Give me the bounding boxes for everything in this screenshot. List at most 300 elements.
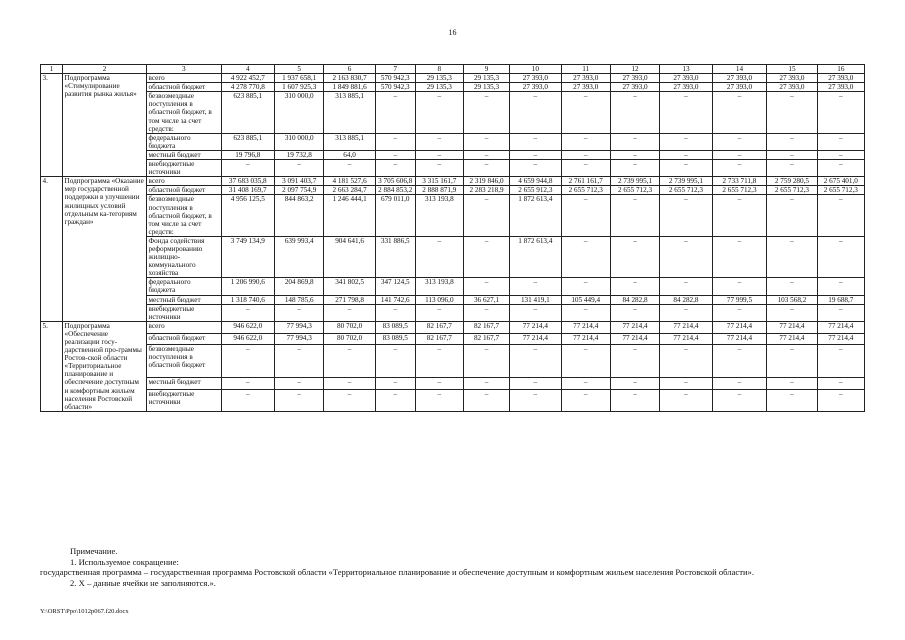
program-number: 3.: [41, 74, 63, 177]
value-cell: –: [561, 133, 610, 150]
value-cell: –: [375, 389, 415, 411]
budget-table: [40, 64, 865, 412]
funding-source: федерального бюджета: [147, 133, 222, 150]
value-cell: 77 994,3: [275, 333, 324, 345]
value-cell: –: [415, 304, 463, 321]
column-number: 1: [41, 65, 63, 74]
value-cell: 19 732,8: [275, 150, 324, 159]
value-cell: 77 214,4: [610, 333, 659, 345]
value-cell: 83 089,5: [375, 333, 415, 345]
column-number: 6: [324, 65, 375, 74]
column-number: 10: [510, 65, 561, 74]
column-number: 3: [147, 65, 222, 74]
funding-source: областной бюджет: [147, 333, 222, 345]
value-cell: 31 408 169,7: [221, 186, 275, 195]
value-cell: 82 167,7: [415, 333, 463, 345]
value-cell: 27 393,0: [610, 83, 659, 92]
table-row: [41, 333, 865, 345]
value-cell: –: [324, 377, 375, 389]
value-cell: –: [817, 133, 864, 150]
value-cell: –: [712, 278, 767, 295]
value-cell: 623 885,1: [221, 133, 275, 150]
value-cell: –: [510, 345, 561, 378]
value-cell: 2 655 712,3: [660, 186, 712, 195]
value-cell: 77 999,5: [712, 295, 767, 304]
value-cell: –: [660, 345, 712, 378]
value-cell: –: [610, 377, 659, 389]
notes-title: Примечание.: [70, 546, 118, 556]
value-cell: 27 393,0: [510, 74, 561, 83]
table-row: [41, 195, 865, 236]
funding-source: федерального бюджета: [147, 278, 222, 295]
table-row: [41, 304, 865, 321]
column-number: 12: [610, 65, 659, 74]
value-cell: –: [610, 278, 659, 295]
value-cell: –: [660, 236, 712, 277]
value-cell: –: [561, 92, 610, 133]
value-cell: –: [415, 389, 463, 411]
table-row: [41, 74, 865, 83]
value-cell: 1 318 740,6: [221, 295, 275, 304]
notes-abbreviation: государственная программа – государственная программа Ростовской области «Территориальное планирование и обеспечение доступным и комфортным жильем населения Ростовской области».: [40, 567, 754, 578]
value-cell: –: [660, 160, 712, 177]
value-cell: –: [415, 160, 463, 177]
column-number: 8: [415, 65, 463, 74]
value-cell: 313 193,8: [415, 195, 463, 236]
value-cell: 103 568,2: [767, 295, 817, 304]
funding-source: местный бюджет: [147, 150, 222, 159]
value-cell: 64,0: [324, 150, 375, 159]
value-cell: –: [817, 195, 864, 236]
value-cell: 341 802,5: [324, 278, 375, 295]
value-cell: –: [463, 278, 509, 295]
value-cell: 639 993,4: [275, 236, 324, 277]
value-cell: –: [375, 345, 415, 378]
value-cell: 2 163 830,7: [324, 74, 375, 83]
value-cell: –: [375, 304, 415, 321]
value-cell: 27 393,0: [561, 74, 610, 83]
value-cell: 131 419,1: [510, 295, 561, 304]
column-number: 13: [660, 65, 712, 74]
column-number: 15: [767, 65, 817, 74]
value-cell: –: [324, 389, 375, 411]
value-cell: –: [660, 150, 712, 159]
value-cell: –: [221, 160, 275, 177]
value-cell: 1 872 613,4: [510, 236, 561, 277]
column-number: 16: [817, 65, 864, 74]
value-cell: 77 994,3: [275, 321, 324, 333]
value-cell: 27 393,0: [561, 83, 610, 92]
value-cell: –: [221, 345, 275, 378]
value-cell: –: [712, 345, 767, 378]
value-cell: 105 449,4: [561, 295, 610, 304]
value-cell: 29 135,3: [415, 74, 463, 83]
value-cell: –: [510, 304, 561, 321]
value-cell: 77 214,4: [561, 333, 610, 345]
value-cell: 570 942,3: [375, 74, 415, 83]
value-cell: 1 607 925,3: [275, 83, 324, 92]
value-cell: 82 167,7: [415, 321, 463, 333]
value-cell: –: [561, 160, 610, 177]
column-number: 4: [221, 65, 275, 74]
value-cell: –: [510, 377, 561, 389]
table-row: [41, 278, 865, 295]
value-cell: 77 214,4: [660, 333, 712, 345]
value-cell: –: [712, 160, 767, 177]
funding-source: областной бюджет: [147, 83, 222, 92]
funding-source: областной бюджет: [147, 186, 222, 195]
table-row: [41, 345, 865, 378]
table-row: [41, 92, 865, 133]
funding-source: Фонда содействия реформированию жилищно-коммунального хозяйства: [147, 236, 222, 277]
value-cell: –: [610, 150, 659, 159]
value-cell: –: [510, 389, 561, 411]
value-cell: 2 319 846,0: [463, 177, 509, 186]
value-cell: –: [221, 377, 275, 389]
value-cell: 310 000,0: [275, 133, 324, 150]
value-cell: –: [275, 389, 324, 411]
funding-source: внебюджетные источники: [147, 160, 222, 177]
value-cell: 77 214,4: [610, 321, 659, 333]
value-cell: 27 393,0: [767, 83, 817, 92]
value-cell: 27 393,0: [510, 83, 561, 92]
value-cell: 1 937 658,1: [275, 74, 324, 83]
value-cell: –: [660, 92, 712, 133]
value-cell: 2 888 871,9: [415, 186, 463, 195]
value-cell: –: [712, 195, 767, 236]
value-cell: 2 759 280,5: [767, 177, 817, 186]
table-row: [41, 236, 865, 277]
value-cell: 904 641,6: [324, 236, 375, 277]
value-cell: 77 214,4: [510, 321, 561, 333]
funding-source: внебюджетные источники: [147, 304, 222, 321]
value-cell: 29 135,3: [463, 83, 509, 92]
value-cell: –: [415, 92, 463, 133]
value-cell: –: [817, 304, 864, 321]
value-cell: –: [275, 377, 324, 389]
value-cell: 83 089,5: [375, 321, 415, 333]
value-cell: –: [660, 278, 712, 295]
value-cell: 77 214,4: [767, 321, 817, 333]
value-cell: 27 393,0: [817, 74, 864, 83]
value-cell: 2 675 401,0: [817, 177, 864, 186]
value-cell: 80 702,0: [324, 321, 375, 333]
value-cell: –: [463, 389, 509, 411]
value-cell: 27 393,0: [817, 83, 864, 92]
value-cell: –: [712, 377, 767, 389]
value-cell: –: [221, 304, 275, 321]
value-cell: 1 246 444,1: [324, 195, 375, 236]
value-cell: 2 655 712,3: [767, 186, 817, 195]
value-cell: –: [463, 304, 509, 321]
value-cell: 2 655 712,3: [610, 186, 659, 195]
value-cell: 2 733 711,8: [712, 177, 767, 186]
table-row: [41, 377, 865, 389]
value-cell: –: [610, 389, 659, 411]
table-row: [41, 160, 865, 177]
value-cell: –: [375, 377, 415, 389]
value-cell: –: [415, 377, 463, 389]
value-cell: 2 739 995,1: [660, 177, 712, 186]
value-cell: 3 749 134,9: [221, 236, 275, 277]
value-cell: –: [767, 195, 817, 236]
value-cell: 679 011,0: [375, 195, 415, 236]
table-row: [41, 186, 865, 195]
value-cell: –: [463, 133, 509, 150]
value-cell: –: [275, 345, 324, 378]
value-cell: 77 214,4: [817, 333, 864, 345]
value-cell: 313 885,1: [324, 92, 375, 133]
value-cell: –: [463, 92, 509, 133]
value-cell: 1 849 881,6: [324, 83, 375, 92]
value-cell: –: [561, 304, 610, 321]
value-cell: 36 627,1: [463, 295, 509, 304]
value-cell: 19 796,8: [221, 150, 275, 159]
value-cell: 2 655 912,3: [510, 186, 561, 195]
value-cell: –: [561, 377, 610, 389]
value-cell: –: [610, 133, 659, 150]
column-number: 9: [463, 65, 509, 74]
value-cell: 331 886,5: [375, 236, 415, 277]
value-cell: –: [324, 345, 375, 378]
value-cell: 77 214,4: [767, 333, 817, 345]
value-cell: 4 659 944,8: [510, 177, 561, 186]
value-cell: –: [415, 150, 463, 159]
value-cell: –: [767, 345, 817, 378]
value-cell: 77 214,4: [817, 321, 864, 333]
program-number: 5.: [41, 321, 63, 411]
value-cell: –: [767, 92, 817, 133]
value-cell: 2 884 853,2: [375, 186, 415, 195]
value-cell: 84 282,8: [660, 295, 712, 304]
notes-item-1: 1. Используемое сокращение:: [70, 556, 179, 567]
value-cell: –: [712, 133, 767, 150]
value-cell: –: [375, 92, 415, 133]
value-cell: 27 393,0: [660, 74, 712, 83]
value-cell: –: [767, 389, 817, 411]
value-cell: –: [767, 150, 817, 159]
value-cell: 844 863,2: [275, 195, 324, 236]
value-cell: 2 283 218,9: [463, 186, 509, 195]
value-cell: 19 688,7: [817, 295, 864, 304]
value-cell: –: [767, 160, 817, 177]
value-cell: –: [817, 150, 864, 159]
table-row: [41, 389, 865, 411]
value-cell: 77 214,4: [510, 333, 561, 345]
value-cell: –: [817, 236, 864, 277]
value-cell: –: [415, 133, 463, 150]
value-cell: –: [561, 236, 610, 277]
value-cell: –: [610, 160, 659, 177]
value-cell: 2 655 712,3: [561, 186, 610, 195]
value-cell: 2 761 161,7: [561, 177, 610, 186]
program-name: Подпрограмма «Обеспечение реализации госу-дарственной про-граммы Ростов-ской области «Территориальное планирование и обеспечение доступным и комфортным жильем населения Ростовской области»: [63, 321, 147, 411]
value-cell: 4 181 527,6: [324, 177, 375, 186]
value-cell: –: [712, 236, 767, 277]
value-cell: 1 872 613,4: [510, 195, 561, 236]
value-cell: 623 885,1: [221, 92, 275, 133]
value-cell: 82 167,7: [463, 333, 509, 345]
value-cell: –: [817, 160, 864, 177]
value-cell: 313 193,8: [415, 278, 463, 295]
value-cell: –: [610, 236, 659, 277]
table-row: [41, 321, 865, 333]
value-cell: 946 622,0: [221, 321, 275, 333]
value-cell: –: [510, 150, 561, 159]
value-cell: 27 393,0: [610, 74, 659, 83]
value-cell: –: [712, 304, 767, 321]
value-cell: –: [463, 195, 509, 236]
value-cell: 4 922 452,7: [221, 74, 275, 83]
value-cell: –: [510, 278, 561, 295]
table-row: [41, 133, 865, 150]
value-cell: –: [510, 160, 561, 177]
value-cell: –: [817, 345, 864, 378]
value-cell: –: [415, 345, 463, 378]
table-row: [41, 150, 865, 159]
header-row: [41, 65, 865, 74]
value-cell: –: [660, 195, 712, 236]
value-cell: –: [510, 133, 561, 150]
value-cell: –: [275, 304, 324, 321]
value-cell: 113 096,0: [415, 295, 463, 304]
column-number: 5: [275, 65, 324, 74]
table-row: [41, 295, 865, 304]
value-cell: 77 214,4: [712, 333, 767, 345]
value-cell: 148 785,6: [275, 295, 324, 304]
value-cell: 4 956 125,5: [221, 195, 275, 236]
notes-item-2: 2. Х – данные ячейки не заполняются.».: [70, 577, 216, 588]
value-cell: –: [712, 389, 767, 411]
value-cell: –: [817, 278, 864, 295]
value-cell: –: [610, 195, 659, 236]
column-number: 7: [375, 65, 415, 74]
value-cell: –: [561, 150, 610, 159]
value-cell: 310 000,0: [275, 92, 324, 133]
value-cell: –: [275, 160, 324, 177]
page-number: 16: [448, 28, 457, 37]
notes: [40, 546, 865, 588]
program-name: Подпрограмма «Стимулирование развития рынка жилья»: [63, 74, 147, 177]
value-cell: –: [610, 304, 659, 321]
value-cell: –: [610, 92, 659, 133]
value-cell: 3 091 403,7: [275, 177, 324, 186]
value-cell: 4 278 770,8: [221, 83, 275, 92]
value-cell: –: [767, 278, 817, 295]
value-cell: 29 135,3: [463, 74, 509, 83]
value-cell: 3 315 161,7: [415, 177, 463, 186]
value-cell: –: [375, 160, 415, 177]
value-cell: –: [660, 304, 712, 321]
value-cell: 37 683 035,8: [221, 177, 275, 186]
funding-source: безвозмездные поступления в областной бюджет, в том числе за счет средств:: [147, 195, 222, 236]
value-cell: 77 214,4: [660, 321, 712, 333]
value-cell: –: [712, 150, 767, 159]
value-cell: –: [561, 195, 610, 236]
value-cell: 2 739 995,1: [610, 177, 659, 186]
value-cell: –: [767, 133, 817, 150]
value-cell: –: [817, 92, 864, 133]
value-cell: 82 167,7: [463, 321, 509, 333]
value-cell: 1 206 990,6: [221, 278, 275, 295]
value-cell: –: [660, 377, 712, 389]
value-cell: 347 124,5: [375, 278, 415, 295]
value-cell: 271 798,8: [324, 295, 375, 304]
value-cell: –: [561, 345, 610, 378]
value-cell: 29 135,3: [415, 83, 463, 92]
value-cell: 946 622,0: [221, 333, 275, 345]
funding-source: местный бюджет: [147, 295, 222, 304]
funding-source: всего: [147, 321, 222, 333]
funding-source: безвозмездные поступления в областной бюджет, в том числе за счет средств:: [147, 92, 222, 133]
value-cell: –: [324, 304, 375, 321]
value-cell: 2 655 712,3: [817, 186, 864, 195]
value-cell: 27 393,0: [660, 83, 712, 92]
value-cell: –: [767, 304, 817, 321]
value-cell: –: [712, 92, 767, 133]
value-cell: –: [767, 377, 817, 389]
value-cell: 141 742,6: [375, 295, 415, 304]
value-cell: 313 885,1: [324, 133, 375, 150]
funding-source: всего: [147, 74, 222, 83]
table-row: [41, 83, 865, 92]
value-cell: 84 282,8: [610, 295, 659, 304]
value-cell: –: [660, 133, 712, 150]
value-cell: 27 393,0: [712, 83, 767, 92]
value-cell: 27 393,0: [767, 74, 817, 83]
value-cell: 3 705 606,8: [375, 177, 415, 186]
value-cell: 77 214,4: [712, 321, 767, 333]
funding-source: внебюджетные источники: [147, 389, 222, 411]
column-number: 2: [63, 65, 147, 74]
value-cell: –: [375, 150, 415, 159]
table-row: [41, 177, 865, 186]
value-cell: –: [510, 92, 561, 133]
funding-source: местный бюджет: [147, 377, 222, 389]
value-cell: –: [463, 345, 509, 378]
value-cell: –: [463, 377, 509, 389]
value-cell: –: [324, 160, 375, 177]
value-cell: –: [767, 236, 817, 277]
column-number: 11: [561, 65, 610, 74]
value-cell: –: [561, 278, 610, 295]
column-number: 14: [712, 65, 767, 74]
value-cell: –: [561, 389, 610, 411]
funding-source: всего: [147, 177, 222, 186]
value-cell: 2 655 712,3: [712, 186, 767, 195]
value-cell: –: [463, 150, 509, 159]
value-cell: 77 214,4: [561, 321, 610, 333]
value-cell: –: [817, 377, 864, 389]
value-cell: –: [463, 160, 509, 177]
value-cell: 204 869,8: [275, 278, 324, 295]
value-cell: –: [463, 236, 509, 277]
value-cell: –: [610, 345, 659, 378]
value-cell: –: [415, 236, 463, 277]
funding-source: безвозмездные поступления в областной бюджет: [147, 345, 222, 378]
value-cell: 27 393,0: [712, 74, 767, 83]
value-cell: 2 097 754,9: [275, 186, 324, 195]
footer-file-path: Y:\ORST\Ppo\1012p067.f20.docx: [40, 608, 129, 615]
value-cell: 2 663 284,7: [324, 186, 375, 195]
value-cell: –: [817, 389, 864, 411]
program-name: Подпрограмма «Оказание мер государственной поддержки в улучшении жилищных условий отдельным ка-тегориям граждан»: [63, 177, 147, 322]
value-cell: –: [221, 389, 275, 411]
value-cell: 80 702,0: [324, 333, 375, 345]
value-cell: –: [375, 133, 415, 150]
value-cell: 570 942,3: [375, 83, 415, 92]
program-number: 4.: [41, 177, 63, 322]
